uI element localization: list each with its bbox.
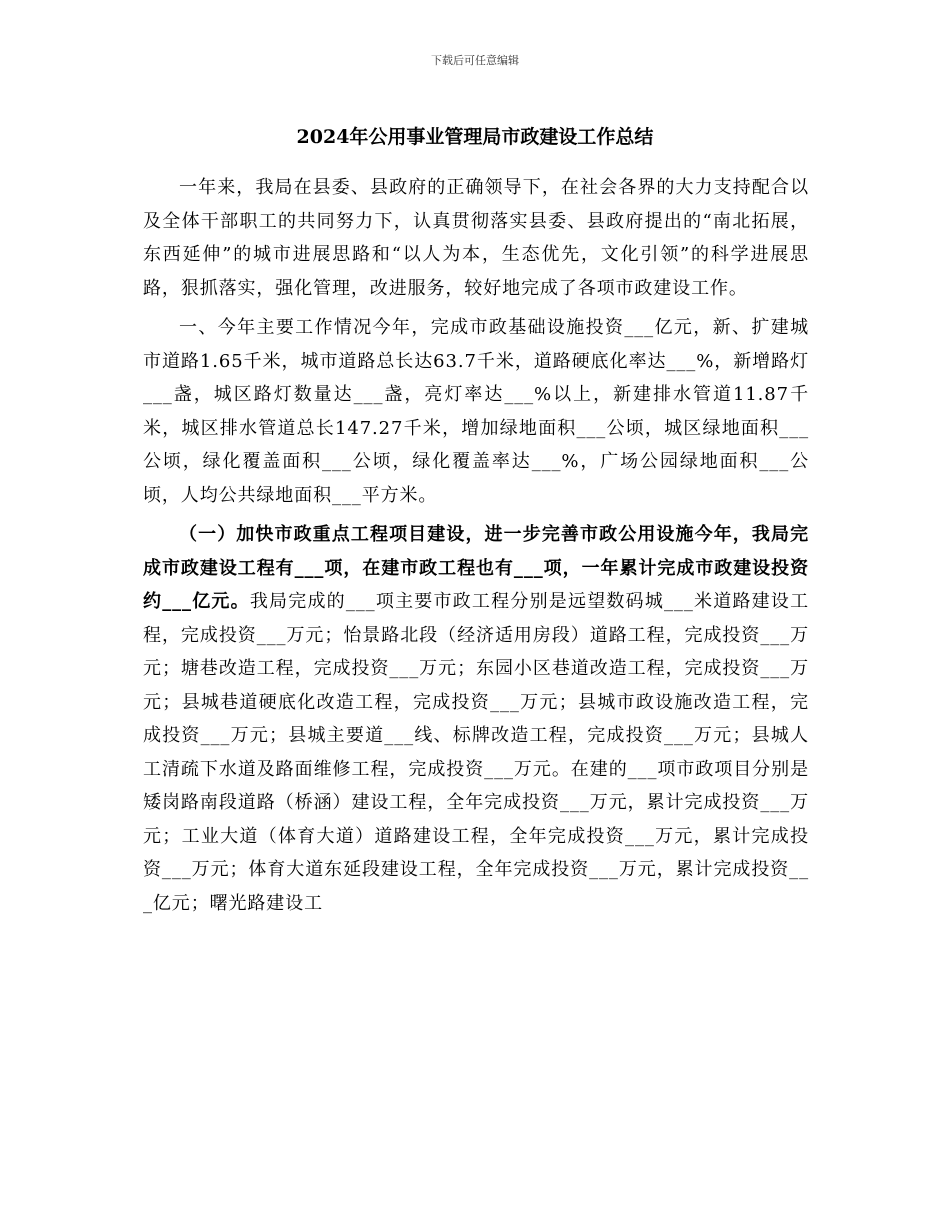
- page-header-note: 下载后可任意编辑: [431, 54, 519, 67]
- paragraph-key-projects: [143, 518, 809, 920]
- document-title: 2024年公用事业管理局市政建设工作总结: [296, 126, 654, 148]
- paragraph-main-work: 一、今年主要工作情况今年，完成市政基础设施投资___亿元，新、扩建城市道路1.65千米，城市道路总长达63.7千米，道路硬底化率达___%，新增路灯___盏，城区路灯数量达___盏，亮灯率达___%以上，新建排水管道11.87千米，城区排水管道总长147.27千米，增加绿地面积___公顷，城区绿地面积___公顷，绿化覆盖面积___公顷，绿化覆盖率达___%，广场公园绿地面积___公顷，人均公共绿地面积___平方米。: [143, 317, 809, 506]
- paragraph-key-projects-body: 我局完成的___项主要市政工程分别是远望数码城___米道路建设工程，完成投资___万元；怡景路北段（经济适用房段）道路工程，完成投资___万元；塘巷改造工程，完成投资___万元；东园小区巷道改造工程，完成投资___万元；县城巷道硬底化改造工程，完成投资___万元；县城市政设施改造工程，完成投资___万元；县城主要道___线、标牌改造工程，完成投资___万元；县城人工清疏下水道及路面维修工程，完成投资___万元。在建的___项市政项目分别是矮岗路南段道路（桥涵）建设工程，全年完成投资___万元，累计完成投资___万元；工业大道（体育大道）道路建设工程，全年完成投资___万元，累计完成投资___万元；体育大道东延段建设工程，全年完成投资___万元，累计完成投资___亿元；曙光路建设工: [143, 591, 809, 914]
- section-heading-key-projects: （一）加快市政重点工程项目建设，进一步完善市政公用设施今年，我局完成市政建设工程有___项，在建市政工程也有___项，一年累计完成市政建设投资约___亿元。: [143, 524, 809, 612]
- paragraph-intro: 一年来，我局在县委、县政府的正确领导下，在社会各界的大力支持配合以及全体干部职工的共同努力下，认真贯彻落实县委、县政府提出的“南北拓展，东西延伸”的城市进展思路和“以人为本，生态优先，文化引领”的科学进展思路，狠抓落实，强化管理，改进服务，较好地完成了各项市政建设工作。: [143, 177, 809, 299]
- document-body: [143, 171, 809, 920]
